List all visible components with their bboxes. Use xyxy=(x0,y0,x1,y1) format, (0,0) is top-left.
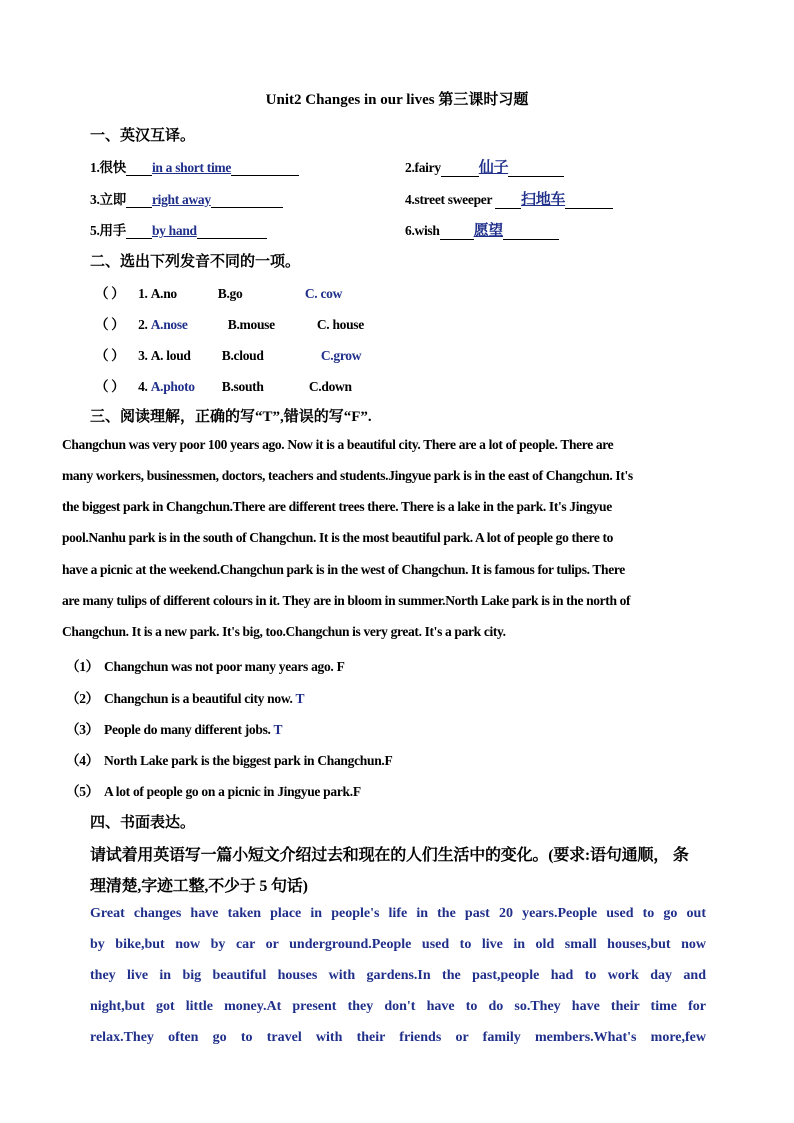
section4-heading: 四、书面表达。 xyxy=(90,815,196,831)
item-answer: 扫地车 xyxy=(521,192,566,208)
item-prompt: 2.fairy xyxy=(405,160,441,175)
item-prompt: 1.很快 xyxy=(90,160,126,175)
item-answer: right away xyxy=(151,192,211,207)
item-prompt: 6.wish xyxy=(405,223,440,238)
tf-statement-1: （1） Changchun was not poor many years ago. F xyxy=(66,659,345,674)
phonics-question-3: （ ） 3. A. loud B.cloud C.grow xyxy=(95,344,361,364)
option-a-answer: A.photo xyxy=(150,379,195,394)
option-c-answer: C. cow xyxy=(304,286,343,301)
option-a: A. loud xyxy=(150,348,191,363)
answer-parentheses: （ ） xyxy=(95,348,125,363)
essay-line: by bike,but now by car or underground.People used to live in old small houses,but now xyxy=(90,937,706,952)
tf-answer: F xyxy=(352,784,361,799)
tf-answer: F xyxy=(384,753,393,768)
option-c: C. house xyxy=(316,317,364,332)
translation-item-6 xyxy=(405,219,559,240)
option-a: A.no xyxy=(150,286,177,301)
passage-line: Changchun. It is a new park. It's big, too.Changchun is very great. It's a park city. xyxy=(62,624,506,639)
tf-statement-4: （4） North Lake park is the biggest park in Changchun.F xyxy=(66,753,393,768)
item-answer: 愿望 xyxy=(473,223,503,239)
passage-line: the biggest park in Changchun.There are different trees there. There is a lake in the park. It's Jingyue xyxy=(62,499,612,514)
essay-line: relax.They often go to travel with their friends or family members.What's more,few xyxy=(90,1030,706,1045)
passage-line: Changchun was very poor 100 years ago. Now it is a beautiful city. There are a lot of people. There are xyxy=(62,437,614,452)
option-b: B.south xyxy=(221,379,264,394)
passage-line: pool.Nanhu park is in the south of Changchun. It is the most beautiful park. A lot of people go there to xyxy=(62,530,614,545)
item-answer: by hand xyxy=(151,223,197,238)
section3-heading: 三、阅读理解，正确的写“T”,错误的写“F”. xyxy=(90,409,372,425)
option-a-answer: A.nose xyxy=(150,317,188,332)
tf-statement-5: （5） A lot of people go on a picnic in Jingyue park.F xyxy=(66,784,361,799)
tf-statement-2: （2） Changchun is a beautiful city now. T xyxy=(66,691,305,706)
writing-prompt-line2: 理清楚,字迹工整,不少于 5 句话) xyxy=(90,878,308,895)
passage-line: have a picnic at the weekend.Changchun park is in the west of Changchun. It is famous for tulips. There xyxy=(62,562,625,577)
translation-item-3 xyxy=(90,188,283,208)
section2-heading: 二、选出下列发音不同的一项。 xyxy=(90,254,301,270)
writing-prompt-line1: 请试着用英语写一篇小短文介绍过去和现在的人们生活中的变化。(要求:语句通顺， 条 xyxy=(90,847,689,864)
option-c: C.down xyxy=(308,379,352,394)
translation-item-1 xyxy=(90,156,299,176)
passage-line: are many tulips of different colours in it. They are in bloom in summer.North Lake park is in the north of xyxy=(62,593,631,608)
essay-line: Great changes have taken place in people's life in the past 20 years.People used to go out xyxy=(90,906,706,921)
tf-answer: T xyxy=(295,691,305,706)
translation-item-5 xyxy=(90,219,267,239)
translation-item-4 xyxy=(405,188,613,209)
essay-line: night,but got little money.At present they don't have to do so.They have their time for xyxy=(90,999,706,1014)
option-b: B.go xyxy=(217,286,243,301)
phonics-question-1: （ ） 1. A.no B.go C. cow xyxy=(95,282,342,302)
section1-heading: 一、英汉互译。 xyxy=(90,128,196,144)
answer-parentheses: （ ） xyxy=(95,317,125,332)
essay-line: they live in big beautiful houses with gardens.In the past,people had to work day and xyxy=(90,968,706,983)
page-title: Unit2 Changes in our lives 第三课时习题 xyxy=(265,92,529,108)
option-b: B.mouse xyxy=(227,317,275,332)
phonics-question-2: （ ） 2. A.nose B.mouse C. house xyxy=(95,313,364,333)
item-prompt: 3.立即 xyxy=(90,192,126,207)
item-answer: 仙子 xyxy=(478,160,509,176)
item-prompt: 4.street sweeper xyxy=(405,192,495,207)
translation-item-2 xyxy=(405,156,564,177)
passage-line: many workers, businessmen, doctors, teachers and students.Jingyue park is in the east of Changchun. It's xyxy=(62,468,633,483)
option-c-answer: C.grow xyxy=(320,348,362,363)
item-prompt: 5.用手 xyxy=(90,223,126,238)
tf-answer: F xyxy=(336,659,345,674)
answer-parentheses: （ ） xyxy=(95,379,125,394)
item-answer: in a short time xyxy=(151,160,232,175)
tf-answer: T xyxy=(273,722,283,737)
answer-parentheses: （ ） xyxy=(95,286,125,301)
phonics-question-4: （ ） 4. A.photo B.south C.down xyxy=(95,375,352,395)
tf-statement-3: （3） People do many different jobs. T xyxy=(66,722,283,737)
option-b: B.cloud xyxy=(221,348,264,363)
